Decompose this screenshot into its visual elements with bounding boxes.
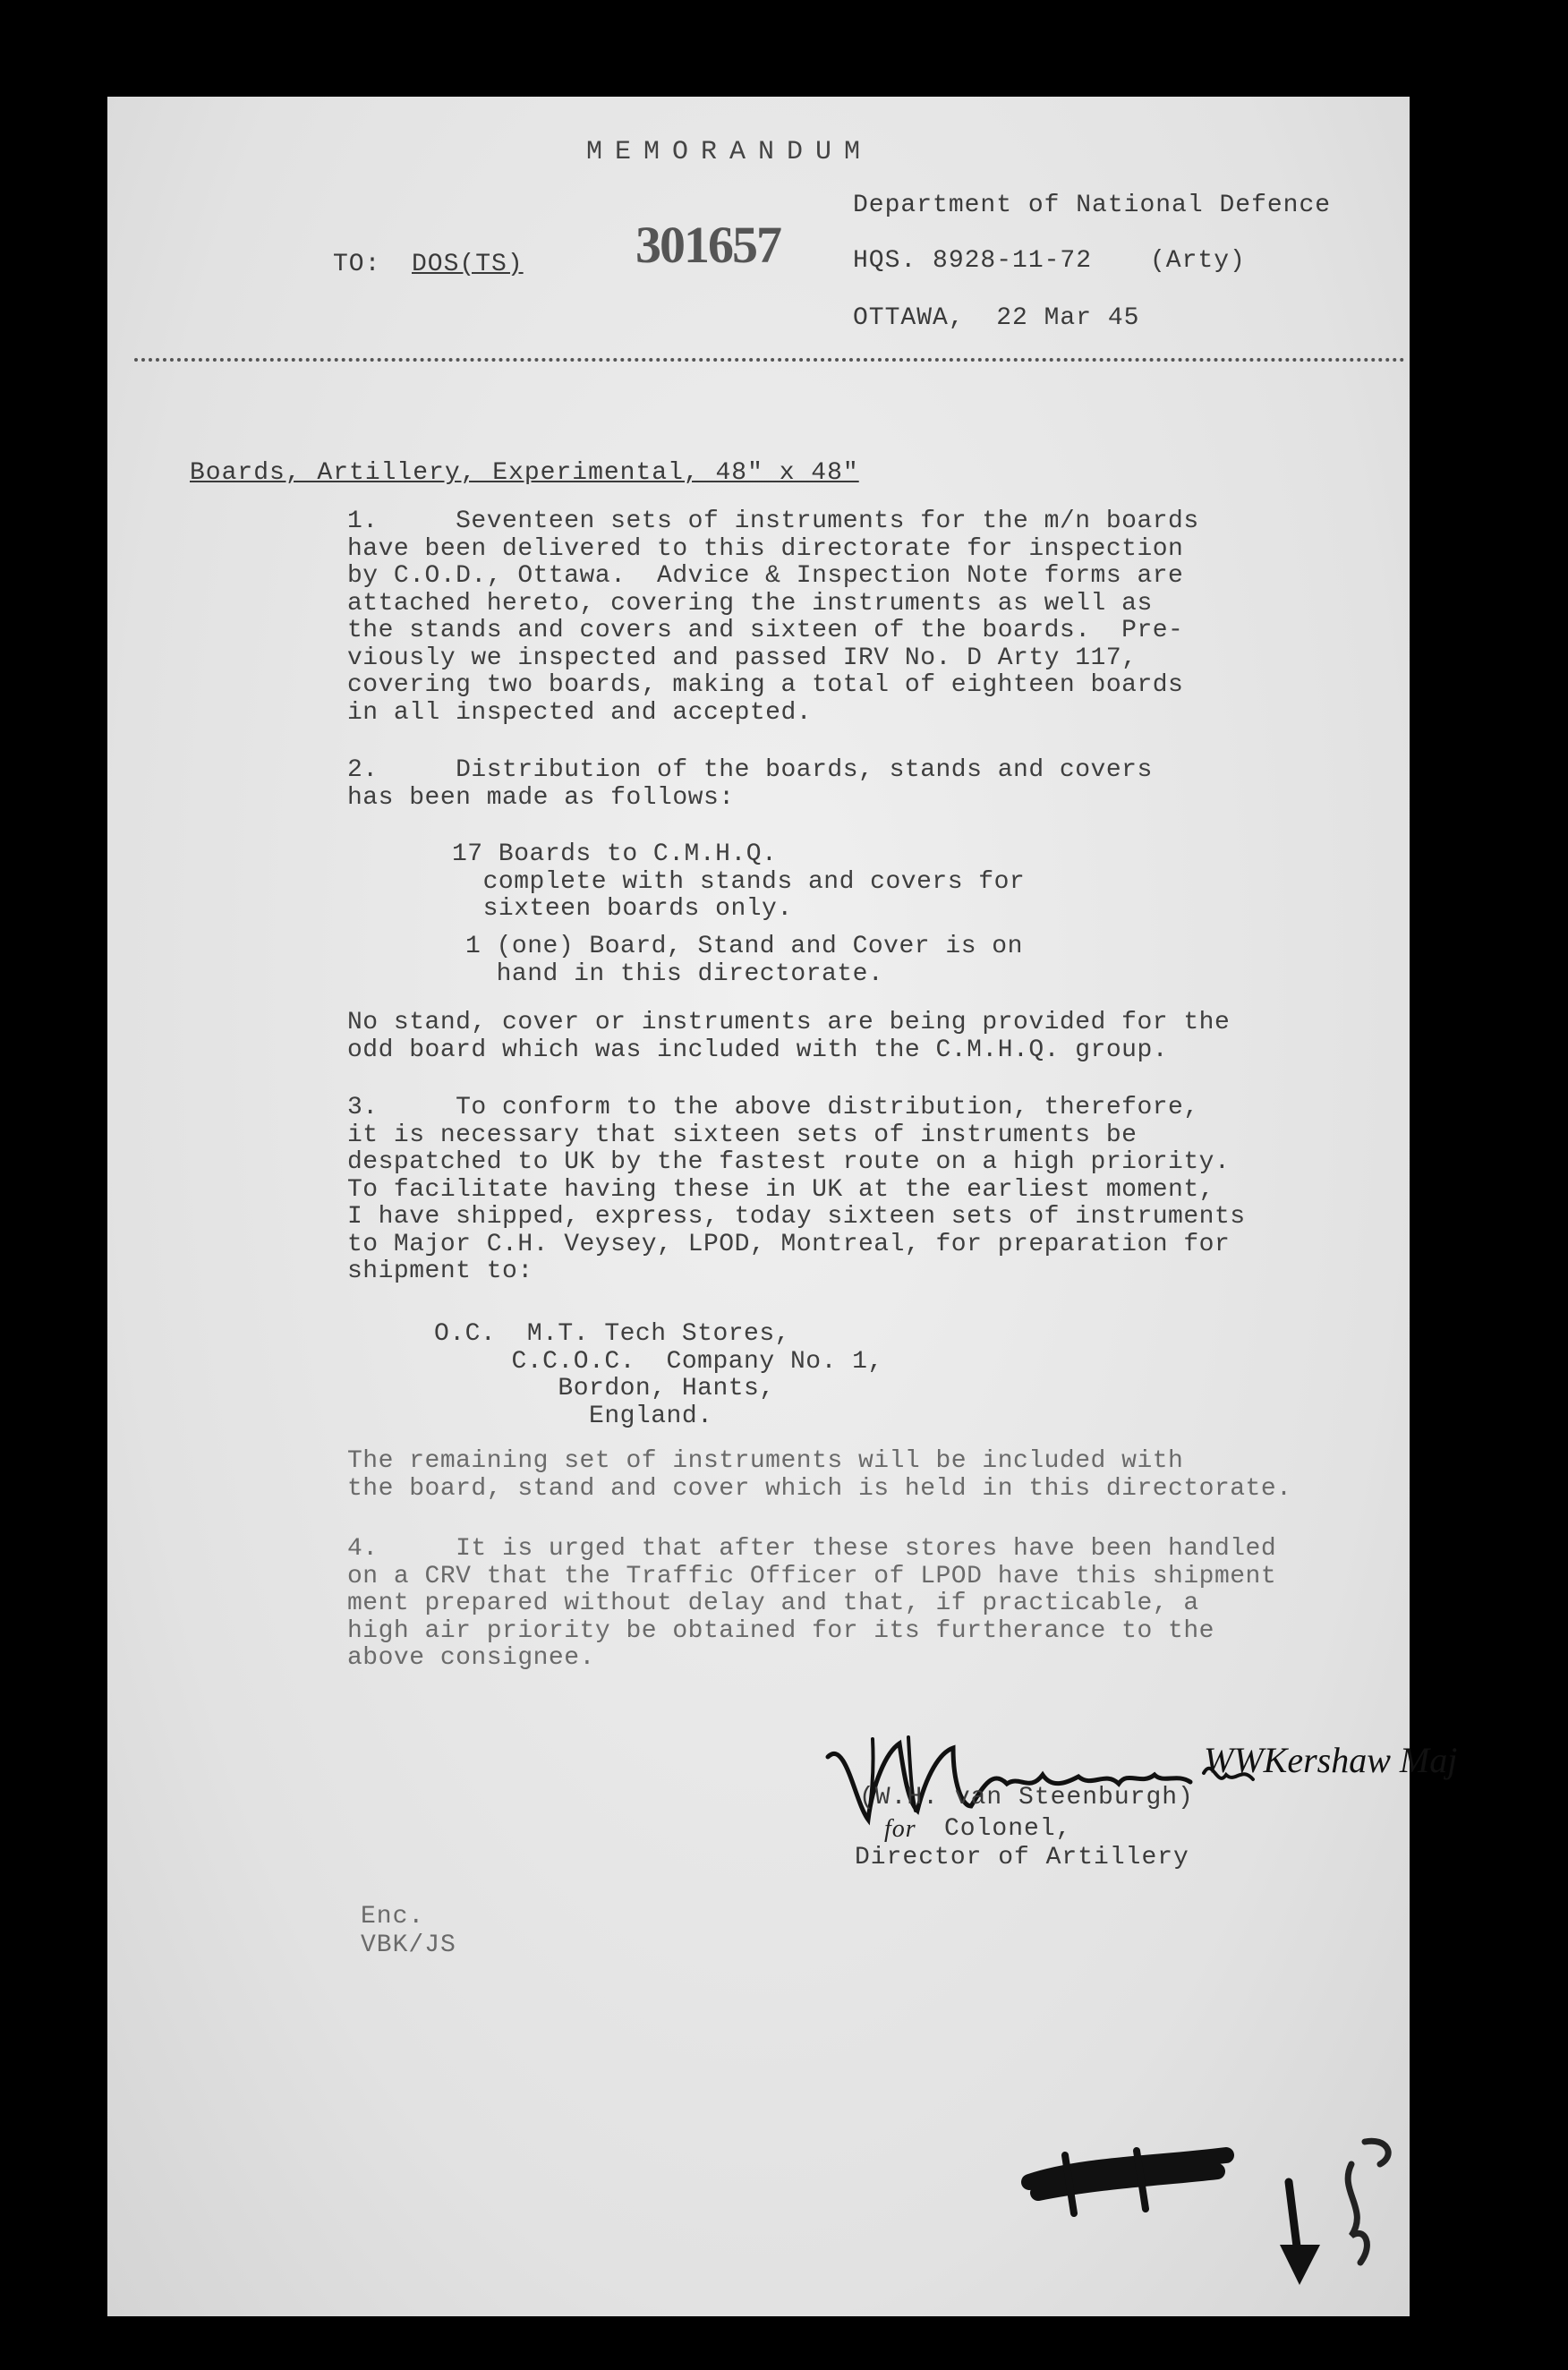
typist-initials: VBK/JS xyxy=(361,1931,456,1959)
handwritten-marks-icon xyxy=(1011,2128,1423,2298)
hq-reference: HQS. 8928-11-72 xyxy=(853,247,1093,275)
paragraph-2-note: No stand, cover or instruments are being provided for the odd board which was included with the C.M.H.Q. group. xyxy=(347,1009,1231,1064)
signature-for: for xyxy=(884,1815,916,1843)
paragraph-3-note: The remaining set of instruments will be included with the board, stand and cover which is held in this directorate. xyxy=(347,1447,1292,1503)
distribution-item-2: 1 (one) Board, Stand and Cover is on hand in this directorate. xyxy=(465,933,1023,988)
to-recipient: DOS(TS) xyxy=(412,251,524,278)
distribution-item-1: 17 Boards to C.M.H.Q. complete with stands and covers for sixteen boards only. xyxy=(452,840,1026,923)
place-date: OTTAWA, 22 Mar 45 xyxy=(853,304,1140,332)
paragraph-1: 1. Seventeen sets of instruments for the m/n boards have been delivered to this directorate for inspection by C.O.D., Ottawa. Advice & Inspection Note forms are attached hereto, covering the instruments as well as the stands and covers and sixteen of the boards. Pre- viously we inspected and passed IRV No. D Arty 117, covering two boards, making a total of eighteen boards in all inspected and accepted. xyxy=(347,507,1199,727)
paragraph-3: 3. To conform to the above distribution, therefore, it is necessary that sixteen sets of instruments be despatched to UK by the fastest route on a high priority. To facilitate having these in UK at the earliest moment, I have shipped, express, today sixteen sets of instruments to Major C.H. Veysey, LPOD, Montreal, for preparation for shipment to: xyxy=(347,1094,1246,1285)
department-name: Department of National Defence xyxy=(853,192,1332,219)
header-divider xyxy=(134,358,1405,362)
to-label: TO: xyxy=(333,251,381,278)
memo-title: MEMORANDUM xyxy=(586,137,873,167)
enclosure-label: Enc. xyxy=(361,1903,425,1931)
signature-text: WWKershaw Maj xyxy=(1204,1740,1458,1780)
signatory-title: Director of Artillery xyxy=(855,1844,1189,1871)
file-number-stamp: 301657 xyxy=(635,216,780,274)
paragraph-4: 4. It is urged that after these stores have been handled on a CRV that the Traffic Officer of LPOD have this shipment ment prepared without delay and that, if practicable, a high air priority be obtained for its furtherance to the above consignee. xyxy=(347,1535,1277,1672)
memorandum-page xyxy=(107,97,1458,2316)
signatory-name: (W.H. van Steenburgh) xyxy=(859,1784,1194,1812)
shipping-address: O.C. M.T. Tech Stores, C.C.O.C. Company No. 1, Bordon, Hants, England. xyxy=(434,1320,883,1430)
signatory-rank: Colonel, xyxy=(944,1815,1072,1843)
paragraph-2-intro: 2. Distribution of the boards, stands and covers has been made as follows: xyxy=(347,756,1153,812)
subject-line: Boards, Artillery, Experimental, 48" x 48" xyxy=(190,459,859,487)
branch-code: (Arty) xyxy=(1150,247,1246,275)
